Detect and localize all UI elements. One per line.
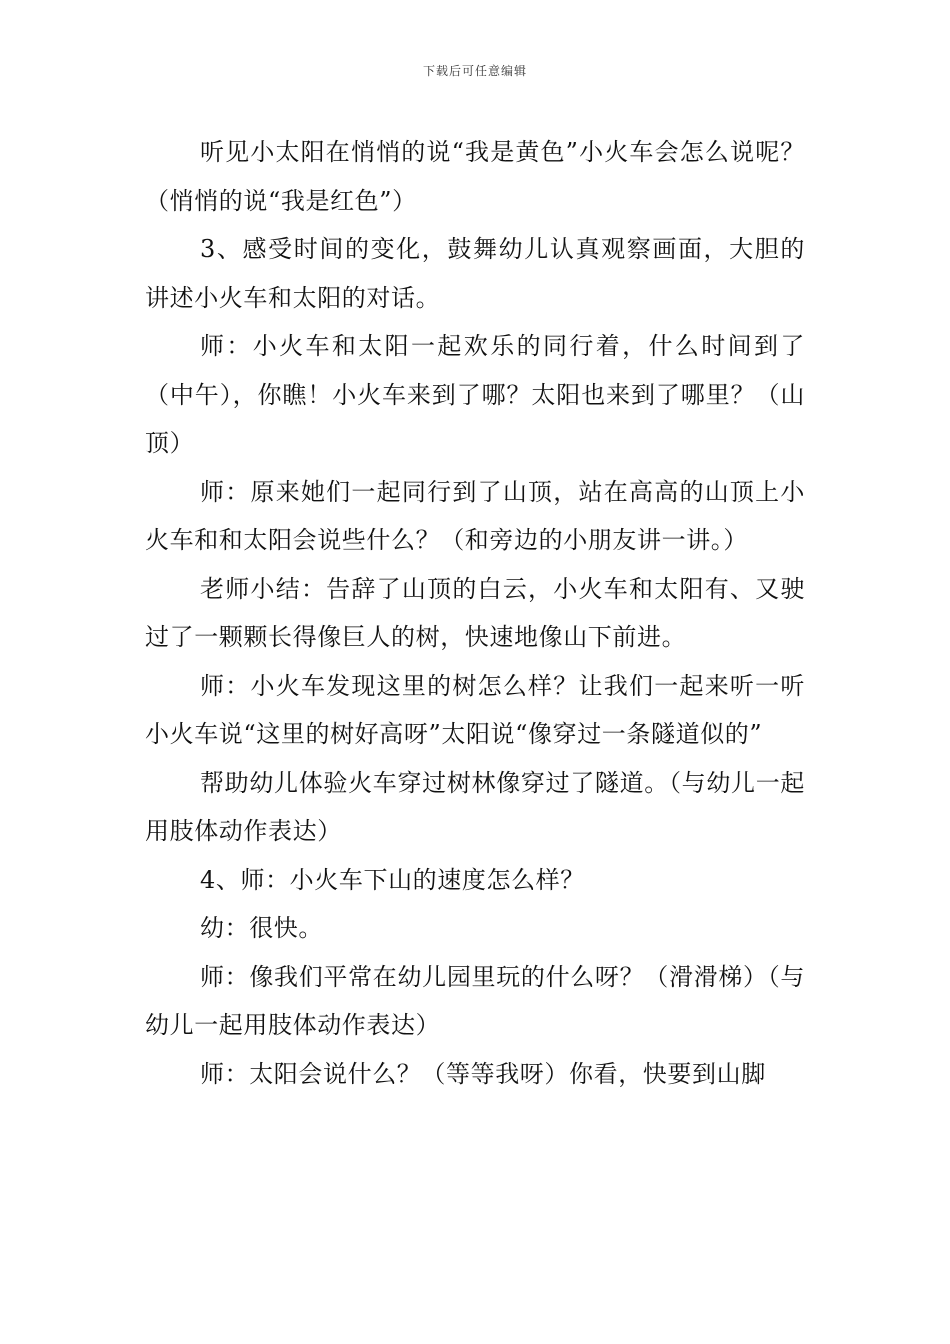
paragraph: 师：太阳会说什么？（等等我呀）你看，快要到山脚 [200,1059,766,1088]
paragraph: 帮助幼儿体验火车穿过树林像穿过了隧道。（与幼儿一起用肢体动作表达） [145,768,805,845]
document-body [145,128,805,1098]
paragraph: 4、师：小火车下山的速度怎么样？ [200,865,585,894]
paragraph: 幼：很快。 [200,914,323,942]
paragraph: 老师小结：告辞了山顶的白云，小火车和太阳有、又驶过了一颗颗长得像巨人的树，快速地像山下前进。 [145,574,805,651]
page-header: 下载后可任意编辑 [422,64,527,78]
paragraph: 师：小火车发现这里的树怎么样？让我们一起来听一听小火车说“这里的树好高呀”太阳说“像穿过一条隧道似的” [145,671,805,748]
paragraph: 听见小太阳在悄悄的说“我是黄色”小火车会怎么说呢？（悄悄的说“我是红色”） [145,138,805,215]
paragraph: 3、感受时间的变化，鼓舞幼儿认真观察画面，大胆的讲述小火车和太阳的对话。 [145,235,805,312]
paragraph: 师：小火车和太阳一起欢乐的同行着，什么时间到了（中午），你瞧！小火车来到了哪？太阳也来到了哪里？（山顶） [145,332,805,457]
paragraph: 师：原来她们一起同行到了山顶，站在高高的山顶上小火车和和太阳会说些什么？（和旁边的小朋友讲一讲。） [145,477,805,554]
paragraph: 师：像我们平常在幼儿园里玩的什么呀？（滑滑梯）（与幼儿一起用肢体动作表达） [145,962,805,1039]
